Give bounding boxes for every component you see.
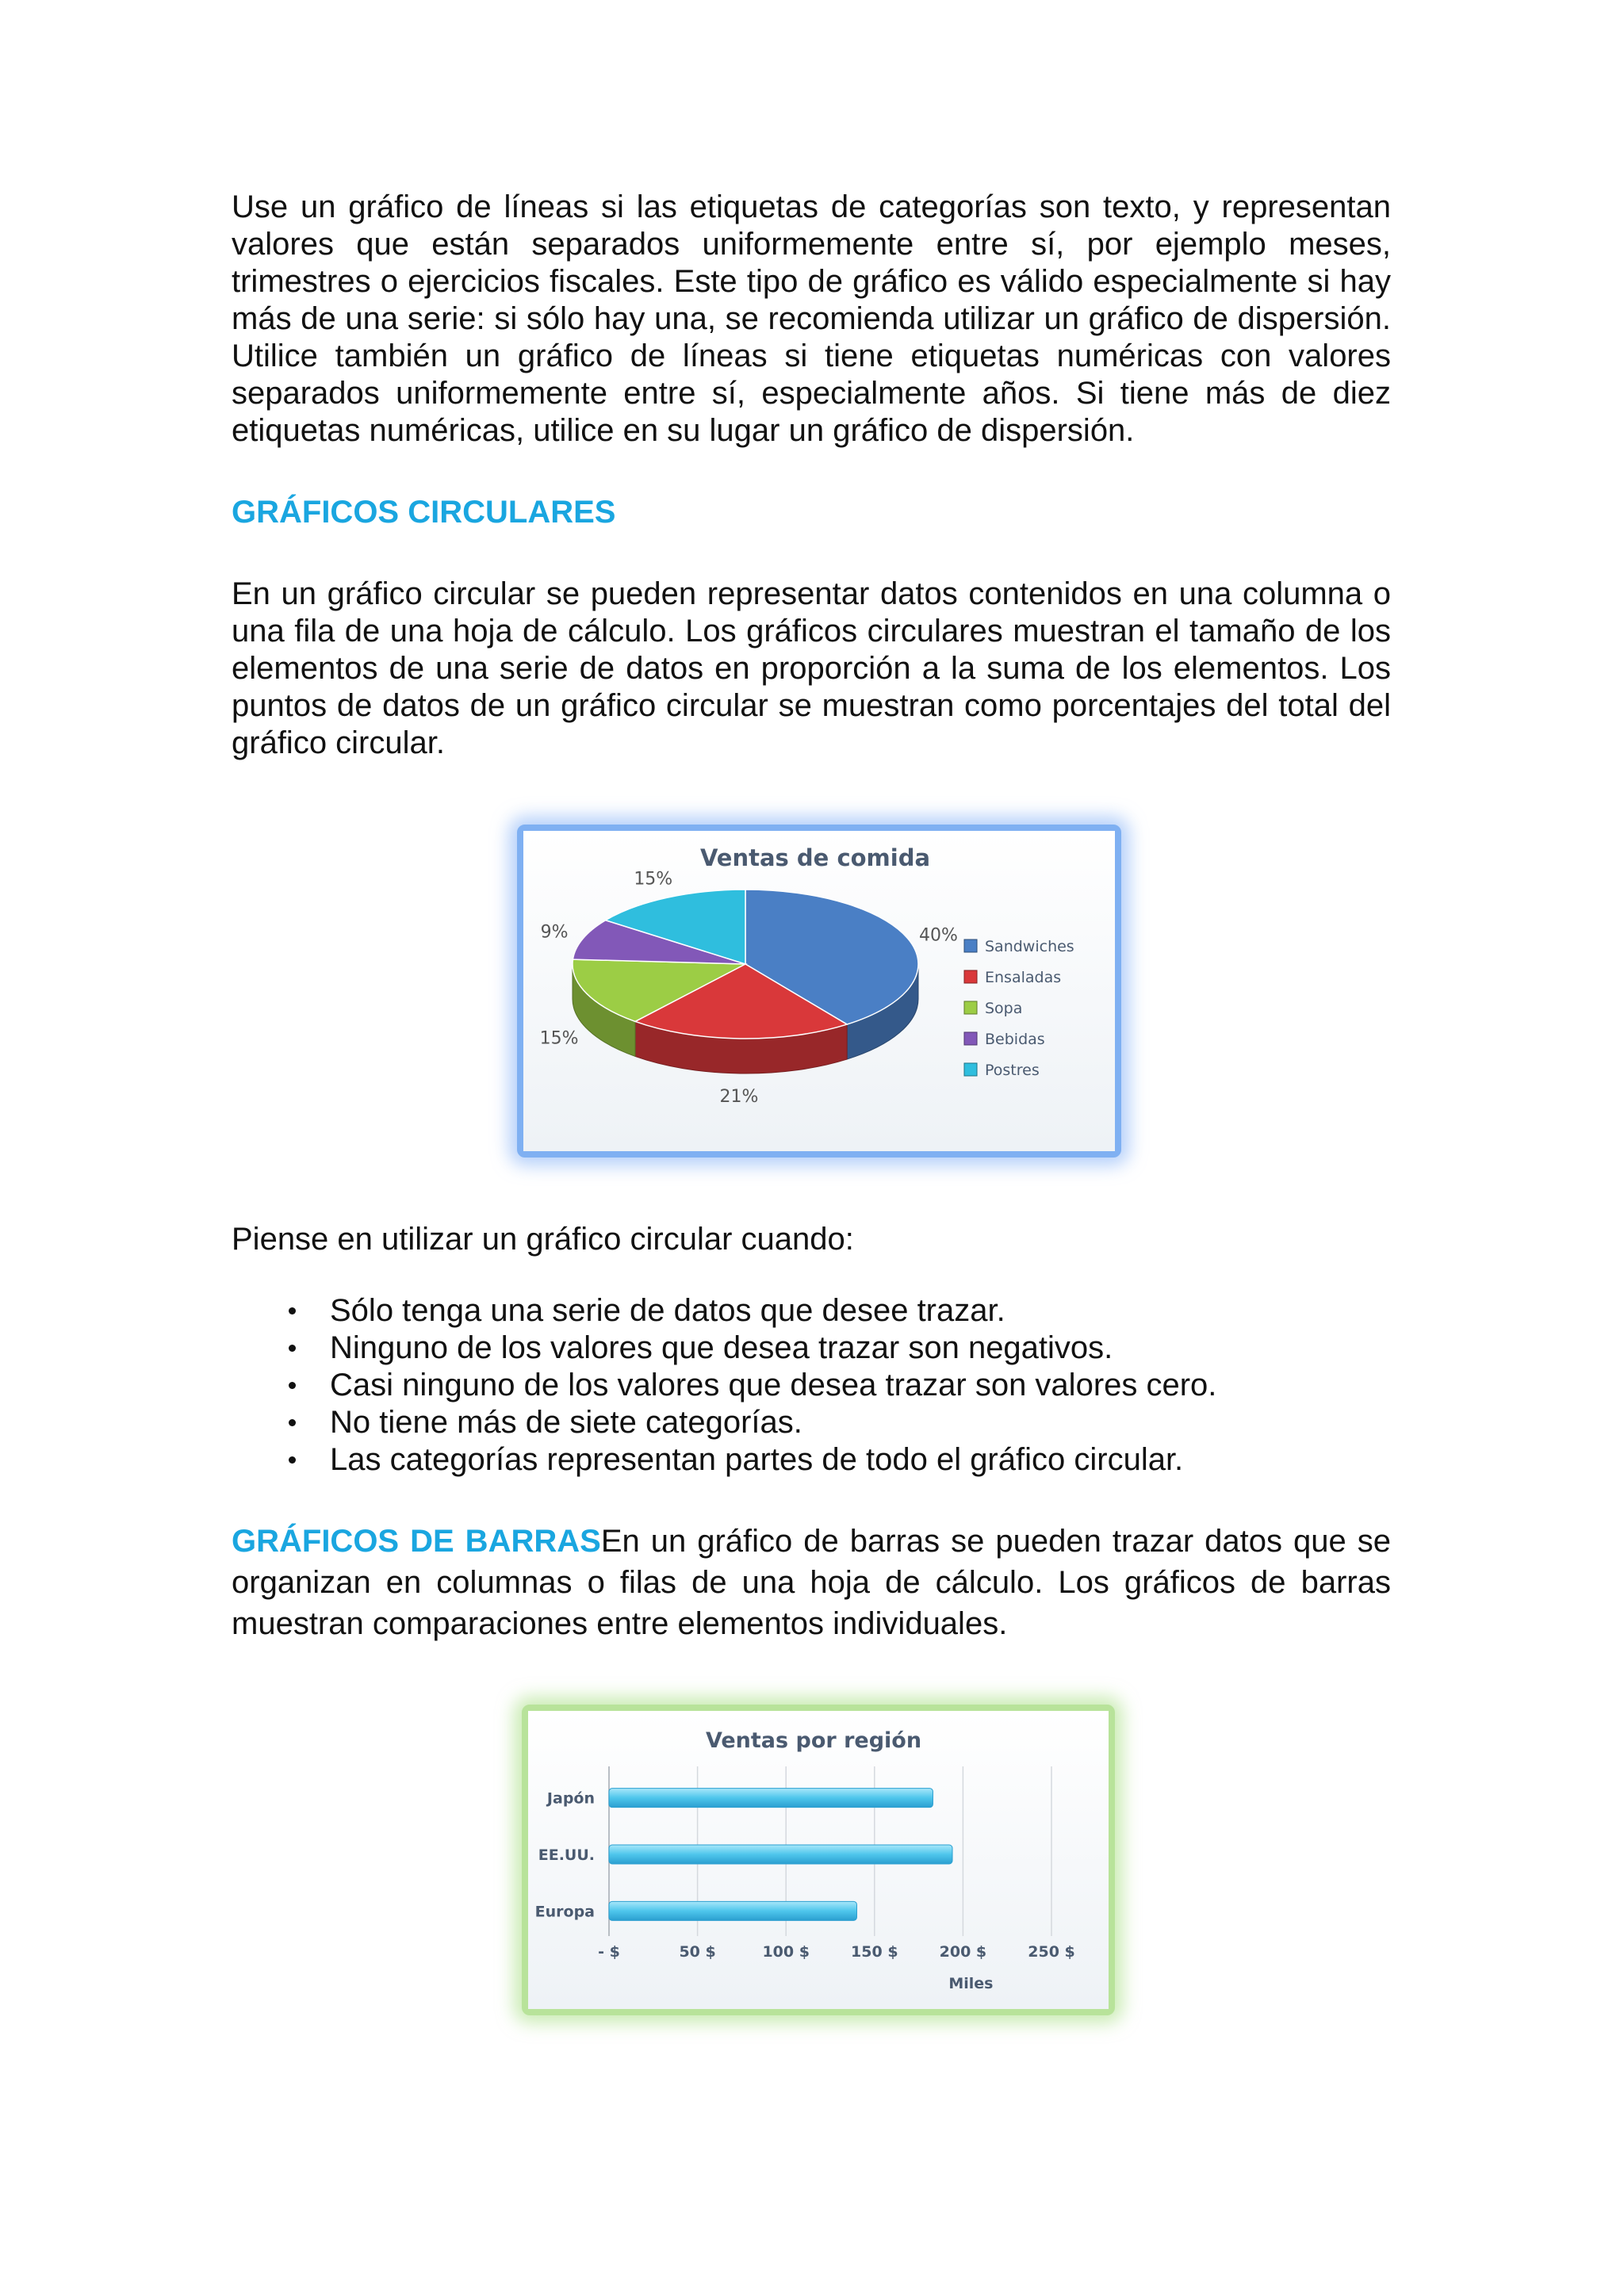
list-item-text: Ninguno de los valores que desea trazar son negativos. [330,1330,1113,1365]
list-item-text: Las categorías representan partes de todo el gráfico circular. [330,1442,1184,1477]
bar-ee.uu. [609,1845,952,1864]
pie-chart-frame [517,825,1121,1158]
pie-value-label: 9% [540,922,569,943]
bar-section-paragraph [232,1521,1391,1644]
legend-swatch [964,970,977,983]
pie-description-paragraph: En un gráfico circular se pueden representar datos contenidos en una columna o una fila de una hoja de cálculo. Los gráficos circulares muestran el tamaño de los elementos de una serie de datos en proporción a la suma de los elementos. Los puntos de datos de un gráfico circular se muestran como porcentajes del total del gráfico circular. [232,576,1391,760]
list-item [232,1404,1391,1441]
x-tick-label: - $ [598,1943,620,1961]
y-category-label: Europa [534,1903,595,1921]
x-tick-label: 50 $ [679,1943,716,1961]
list-item [232,1330,1391,1367]
pie-value-label: 15% [634,869,673,890]
legend-swatch [964,1001,977,1014]
legend-swatch [964,939,977,952]
list-item [232,1441,1391,1479]
chart-title: Ventas por región [705,1728,922,1753]
legend-label: Sandwiches [985,938,1074,955]
legend-label: Bebidas [985,1031,1045,1048]
list-item-text: Sólo tenga una serie de datos que desee trazar. [330,1293,1005,1328]
bullet-icon [289,1419,296,1426]
pie-conditions-list [232,1292,1391,1479]
legend-swatch [964,1063,977,1076]
list-item [232,1367,1391,1404]
bullet-icon [289,1456,296,1464]
legend-label: Postres [985,1062,1040,1079]
pie-value-label: 21% [719,1086,759,1107]
pie-chart [523,831,1115,1151]
list-item-text: No tiene más de siete categorías. [330,1405,802,1440]
x-tick-label: 150 $ [851,1943,898,1961]
list-item [232,1292,1391,1330]
bullet-icon [289,1345,296,1352]
pie-value-label: 40% [919,925,958,946]
bar-europa [609,1901,856,1920]
legend-swatch [964,1032,977,1045]
bar-description-text: En un gráfico de barras se pueden trazar datos que se organizan en columnas o filas de una hoja de cálculo. Los gráficos de barras muestran comparaciones entre elementos individuales. [232,1524,1391,1641]
pie-when-paragraph: Piense en utilizar un gráfico circular cuando: [232,1222,854,1257]
bullet-icon [289,1382,296,1389]
intro-paragraph: Use un gráfico de líneas si las etiquetas de categorías son texto, y representan valores que están separados uniformemente entre sí, por ejemplo meses, trimestres o ejercicios fiscales. Este tipo de gráfico es válido especialmente si hay más de una serie: si sólo hay una, se recomienda utilizar un gráfico de dispersión. Utilice también un gráfico de líneas si tiene etiquetas numéricas con valores separados uniformemente entre sí, especialmente años. Si tiene más de diez etiquetas numéricas, utilice en su lugar un gráfico de dispersión. [232,189,1391,448]
bar-section-heading: GRÁFICOS DE BARRAS [232,1524,601,1559]
x-tick-label: 250 $ [1028,1943,1075,1961]
x-axis-label: Miles [948,1975,994,1992]
legend-label: Ensaladas [985,969,1062,986]
x-tick-label: 200 $ [939,1943,987,1961]
bullet-icon [289,1307,296,1314]
bar-chart-frame [522,1705,1115,2015]
list-item-text: Casi ninguno de los valores que desea trazar son valores cero. [330,1368,1217,1402]
pie-value-label: 15% [539,1028,579,1049]
chart-title: Ventas de comida [699,844,931,871]
legend-label: Sopa [985,1000,1023,1017]
bar-chart [528,1711,1109,2009]
y-category-label: EE.UU. [538,1846,595,1864]
bar-japón [609,1789,933,1808]
x-tick-label: 100 $ [762,1943,810,1961]
y-category-label: Japón [546,1789,595,1808]
pie-section-heading: GRÁFICOS CIRCULARES [232,495,616,530]
